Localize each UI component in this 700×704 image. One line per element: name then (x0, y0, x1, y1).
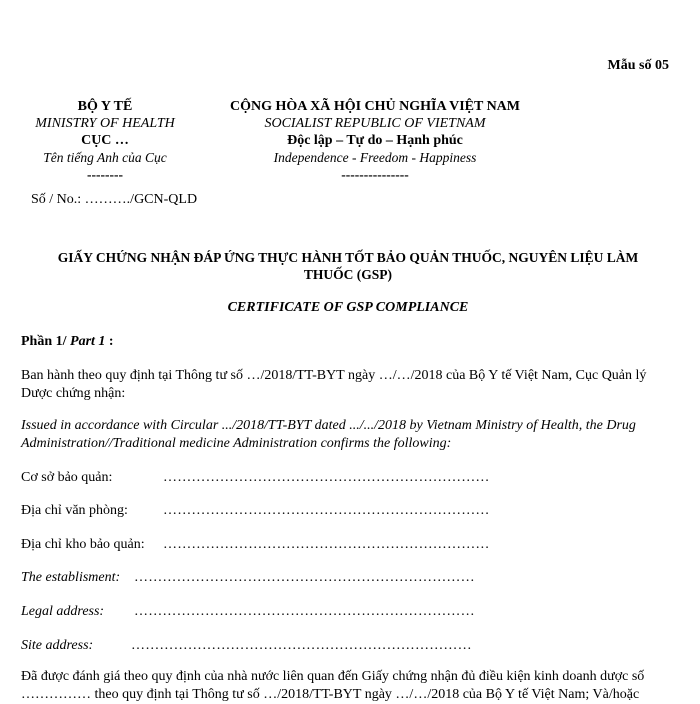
ministry-en: MINISTRY OF HEALTH (35, 116, 175, 131)
form-number: Mẫu số 05 (607, 58, 669, 73)
field-label-establishment-en: The establisment: (21, 570, 121, 585)
field-label-office-address-vi: Địa chỉ văn phòng: (21, 503, 128, 518)
ministry-vi: BỘ Y TẾ (77, 99, 133, 114)
evaluation-paragraph: Đã được đánh giá theo quy định của nhà nước liên quan đến Giấy chứng nhận đủ điều kiện kinh doanh dược số …………… theo quy định tại Thông tư số …/2018/TT-BYT ngày …/…/2018 của Bộ Y tế Việt Nam; Và/hoặc (21, 669, 645, 702)
field-value-establishment-vi[interactable]: …………………………………………………………… (163, 470, 490, 485)
country-vi: CỘNG HÒA XÃ HỘI CHỦ NGHĨA VIỆT NAM (229, 99, 520, 114)
field-label-establishment-vi: Cơ sở bảo quản: (21, 470, 113, 485)
field-value-site-address-en[interactable]: ……………………………………………………………… (131, 638, 472, 653)
issuance-paragraph-vi: Ban hành theo quy định tại Thông tư số …/2018/TT-BYT ngày …/…/2018 của Bộ Y tế Việt Nam, Cục Quản lý Dược chứng nhận: (21, 368, 647, 401)
title-english: CERTIFICATE OF GSP COMPLIANCE (227, 300, 469, 315)
left-divider: -------- (87, 167, 123, 182)
department-vi: CỤC … (81, 133, 129, 148)
motto-vi: Độc lập – Tự do – Hạnh phúc (287, 133, 463, 148)
right-header (215, 98, 535, 183)
field-label-legal-address-en: Legal address: (21, 604, 105, 619)
field-label-warehouse-address-vi: Địa chỉ kho bảo quản: (21, 537, 145, 552)
field-value-warehouse-address-vi[interactable]: …………………………………………………………… (163, 537, 490, 552)
issuance-paragraph-en: Issued in accordance with Circular .../2018/TT-BYT dated .../.../2018 by Vietnam Ministry of Health, the Drug Administration//Traditional medicine Administration confirms the following: (21, 418, 636, 451)
title-line-1: GIẤY CHỨNG NHẬN ĐÁP ỨNG THỰC HÀNH TỐT BẢO QUẢN THUỐC, NGUYÊN LIỆU LÀM (57, 250, 639, 265)
certificate-number: Số / No.: ………./GCN-QLD (31, 192, 198, 207)
field-value-legal-address-en[interactable]: ……………………………………………………………… (134, 604, 475, 619)
title-line-2: THUỐC (GSP) (303, 267, 393, 282)
part-suffix: : (105, 334, 114, 349)
department-en: Tên tiếng Anh của Cục (43, 150, 167, 165)
field-label-site-address-en: Site address: (21, 638, 94, 653)
document-title (21, 249, 675, 283)
left-header (20, 98, 190, 183)
motto-en: Independence - Freedom - Happiness (273, 150, 477, 165)
country-en: SOCIALIST REPUBLIC OF VIETNAM (264, 116, 486, 131)
right-divider: --------------- (341, 167, 409, 182)
field-value-office-address-vi[interactable]: …………………………………………………………… (163, 503, 490, 518)
part-en: Part 1 (70, 334, 106, 349)
field-value-establishment-en[interactable]: ……………………………………………………………… (134, 570, 475, 585)
part-vi: Phần 1/ (21, 334, 71, 349)
part-heading (21, 334, 114, 350)
